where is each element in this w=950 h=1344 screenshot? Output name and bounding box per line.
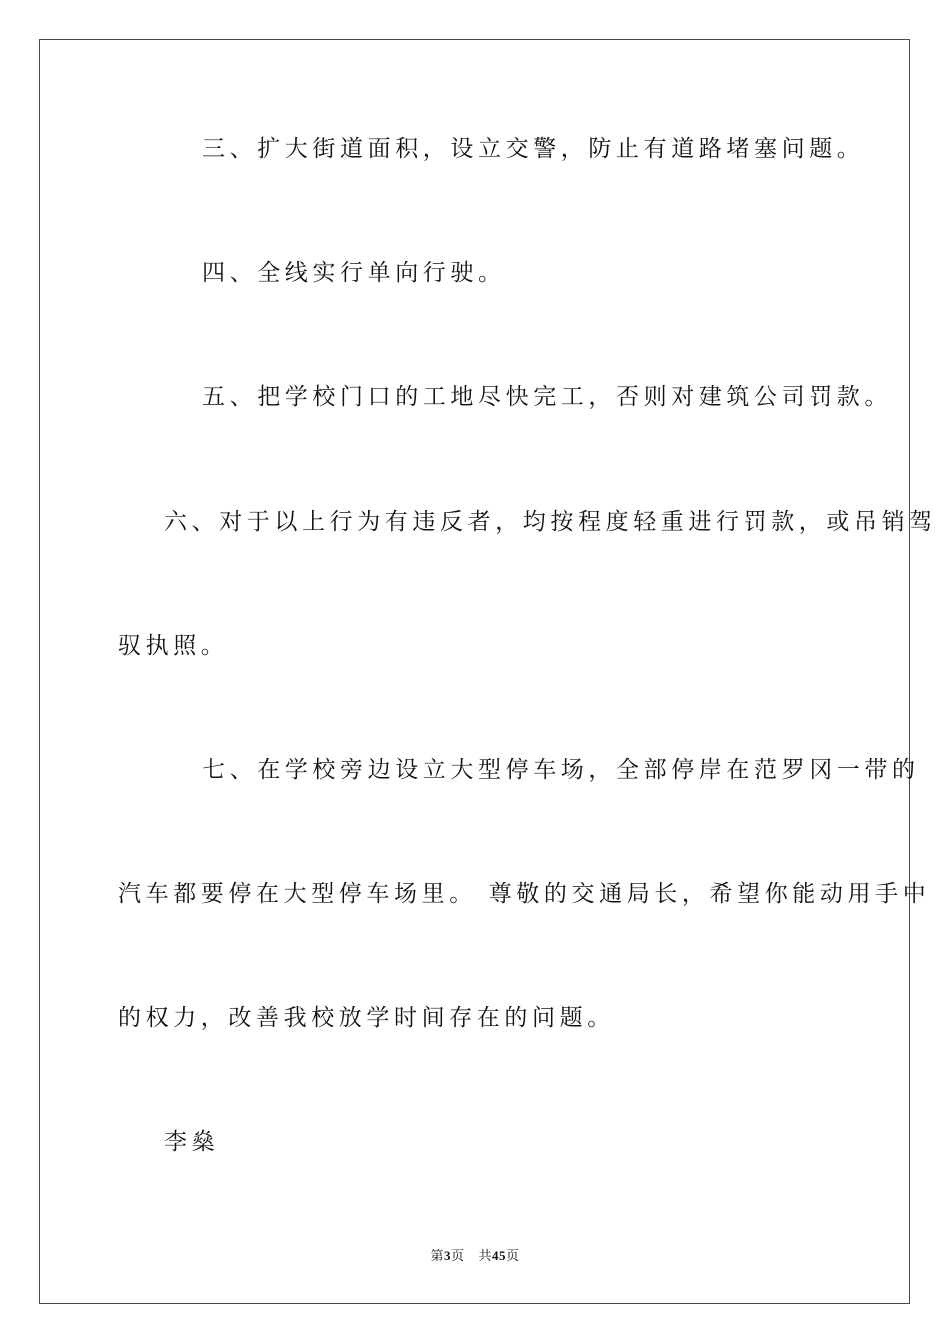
paragraph-line-5: 驭执照。 (118, 633, 229, 659)
footer-total-suffix: 页 (506, 1248, 520, 1263)
paragraph-line-6: 七、在学校旁边设立大型停车场，全部停岸在范罗冈一带的 (202, 757, 920, 783)
footer-page-number: 3 (443, 1248, 451, 1263)
page-border (39, 39, 910, 1304)
page-footer (0, 1247, 950, 1265)
paragraph-line-2: 四、全线实行单向行驶。 (202, 260, 506, 286)
paragraph-line-7: 汽车都要停在大型停车场里。 尊敬的交通局长，希望你能动用手中 (118, 881, 931, 907)
paragraph-line-4: 六、对于以上行为有违反者，均按程度轻重进行罚款，或吊销驾 (164, 509, 937, 535)
paragraph-line-3: 五、把学校门口的工地尽快完工，否则对建筑公司罚款。 (202, 384, 892, 410)
signature-name: 李燊 (164, 1129, 220, 1155)
footer-total-pages: 45 (492, 1248, 507, 1263)
footer-page-prefix: 第 (430, 1248, 444, 1263)
paragraph-line-8: 的权力，改善我校放学时间存在的问题。 (118, 1005, 615, 1031)
footer-page-suffix: 页 (450, 1248, 465, 1263)
paragraph-line-1: 三、扩大街道面积，设立交警，防止有道路堵塞问题。 (202, 136, 865, 162)
footer-total-prefix: 共 (478, 1248, 493, 1263)
